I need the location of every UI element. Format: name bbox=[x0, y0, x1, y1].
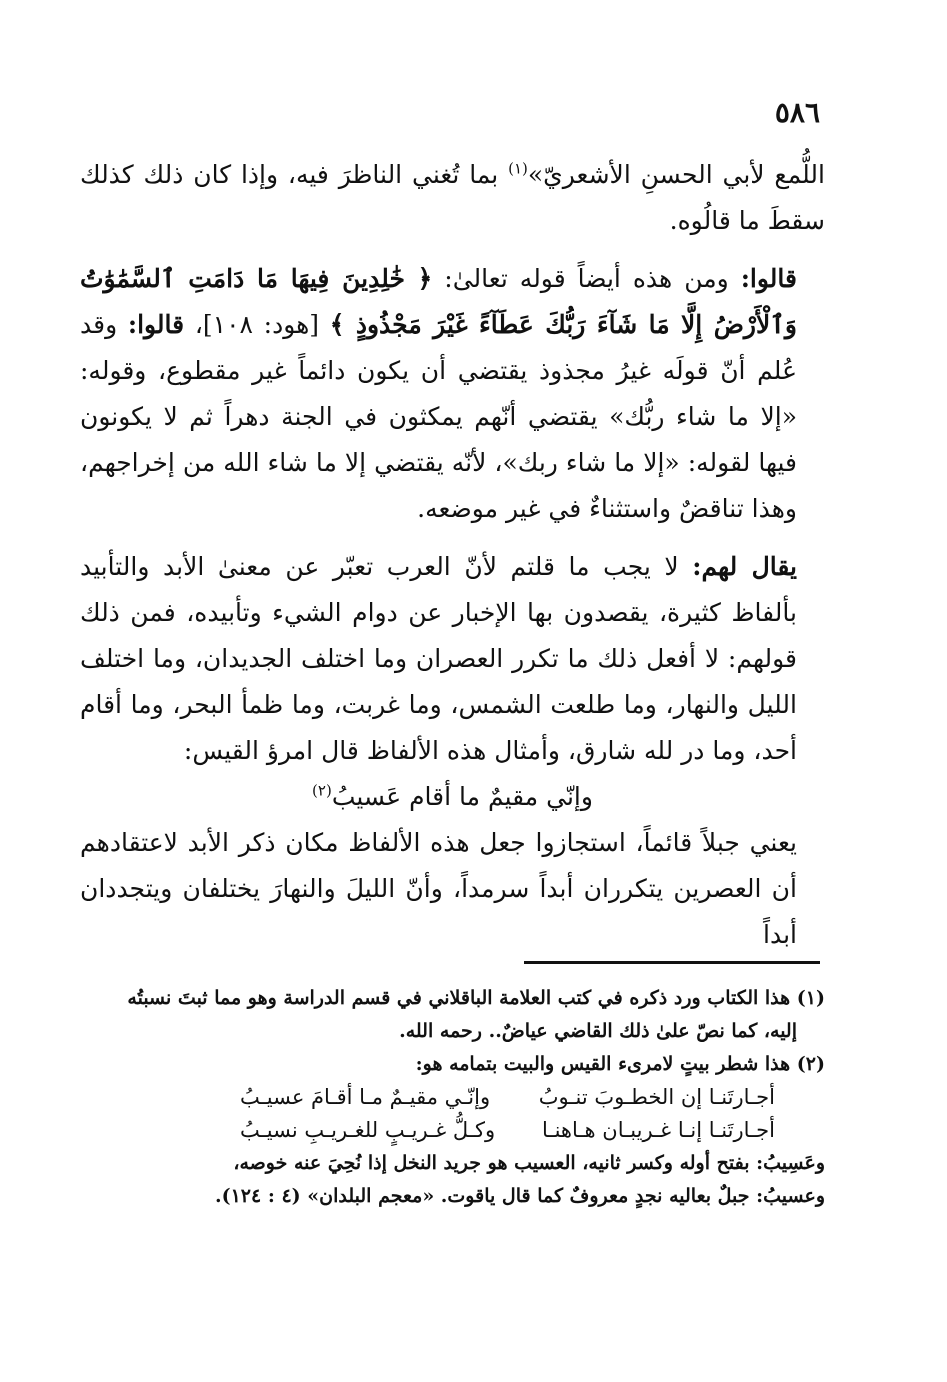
main-text bbox=[80, 152, 825, 958]
footnote-2-explanation-1: وعَسِيبُ: بفتح أوله وكسر ثانيه، العسيب هو جريد النخل إذا نُحِيَ عنه خوصه، bbox=[233, 1152, 825, 1174]
paragraph-3-lead: يقال لهم: bbox=[692, 552, 797, 581]
paragraph-2-text-3: وقد عُلم أنّ قولَه غيرُ مجذوذ يقتضي أن يكون دائماً غير مقطوع، وقوله: «إلا ما شاء ربُّك» يقتضي أنّهم يمكثون في الجنة دهراً ثم لا يكونون فيها لقوله: «إلا ما شاء ربك»، لأنّه يقتضي إلا ما شاء الله من إخراجهم، وهذا تناقضٌ واستثناءٌ في غير موضعه. bbox=[80, 310, 797, 523]
quran-verse: ﴿ خَٰلِدِينَ فِيهَا مَا دَامَتِ ٱلسَّمَٰوَٰتُ وَٱلْأَرْضُ إِلَّا مَا شَآءَ رَبُّكَ عَطَآءً غَيْرَ مَجْذُوذٍ ﴾ bbox=[80, 264, 797, 339]
paragraph-1-text: اللُّمع لأبي الحسنِ الأشعريّ» bbox=[527, 160, 825, 189]
paragraph-4 bbox=[80, 820, 825, 958]
paragraph-1-rest: بما تُغني الناظرَ فيه، وإذا كان ذلك كذلك سقطَ ما قالُوه. bbox=[80, 160, 825, 235]
footnote-2-text: هذا شطر بيتٍ لامرىء القيس والبيت بتمامه هو: bbox=[415, 1053, 797, 1075]
poetry-verse-text: وإنّي مقيمٌ ما أقام عَسيبُ bbox=[331, 782, 593, 811]
poem-line-2 bbox=[80, 1114, 825, 1147]
paragraph-3-text: لا يجب ما قلتم لأنّ العرب تعبّر عن معنىٰ الأبد والتأبيد بألفاظ كثيرة، يقصدون بها الإخبار عن دوام الشيء وتأبيده، فمن ذلك قولهم: لا أفعل ذلك ما تكرر العصران وما اختلف الجديدان، وما اختلف الليل والنهار، وما طلعت الشمس، وما غربت، وما ظمأ البحر، وما أقام أحد، وما در لله شارق، وأمثال هذه الألفاظ قال امرؤ القيس: bbox=[80, 552, 797, 765]
paragraph-2-text-2: [هود: ١٠٨]، bbox=[184, 310, 330, 339]
footnote-2-explanation-2: وعسيبُ: جبلٌ بعاليه نجدٍ معروفٌ كما قال ياقوت. «معجم البلدان» (٤ : ١٢٤). bbox=[214, 1185, 825, 1207]
footnote-1-continued: إليه، كما نصّ علىٰ ذلك القاضي عياضٌ.. رحمه الله. bbox=[399, 1020, 797, 1042]
footnote-2-number: (٢) bbox=[796, 1053, 825, 1075]
paragraph-2-text-1: ومن هذه أيضاً قوله تعالىٰ: bbox=[432, 264, 741, 293]
poem-line-2-second-hemistich: وكـلُّ غـريـبٍ للغـريـبِ نسيـبُ bbox=[240, 1118, 496, 1142]
paragraph-2-lead-2: قالوا: bbox=[127, 310, 185, 339]
footnote-1 bbox=[80, 982, 825, 1015]
page-number: ٥٨٦ bbox=[774, 96, 820, 129]
paragraph-1 bbox=[80, 152, 825, 244]
footnote-ref-1: (١) bbox=[508, 159, 528, 178]
poem-line-1 bbox=[80, 1081, 825, 1114]
footnote-divider bbox=[524, 961, 820, 964]
footnote-2 bbox=[80, 1048, 825, 1081]
paragraph-3 bbox=[80, 544, 825, 774]
footnotes bbox=[80, 982, 825, 1213]
paragraph-4-text: يعني جبلاً قائماً، استجازوا جعل هذه الألفاظ مكان ذكر الأبد لاعتقادهم أن العصرين يتكرران أبداً سرمداً، وأنّ الليلَ والنهارَ يختلفان ويتجددان أبداً bbox=[80, 828, 797, 949]
footnote-ref-2: (٢) bbox=[312, 781, 332, 800]
footnote-1-text: هذا الكتاب ورد ذكره في كتب العلامة الباقلاني في قسم الدراسة وهو مما ثبتَ نسبتُه bbox=[127, 987, 797, 1009]
footnote-1-number: (١) bbox=[796, 987, 825, 1009]
paragraph-2 bbox=[80, 256, 825, 532]
poem-line-1-first-hemistich: أجـارتَنـا إن الخطـوبَ تنـوبُ bbox=[538, 1085, 775, 1109]
paragraph-2-lead: قالوا: bbox=[740, 264, 797, 293]
poem-line-2-first-hemistich: أجـارتَنـا إنـا غـريبـان هـاهنـا bbox=[542, 1118, 775, 1142]
poetry-verse bbox=[80, 774, 825, 820]
poem-line-1-second-hemistich: وإنّـي مقيـمٌ مـا أقـامَ عسيـبُ bbox=[240, 1085, 491, 1109]
